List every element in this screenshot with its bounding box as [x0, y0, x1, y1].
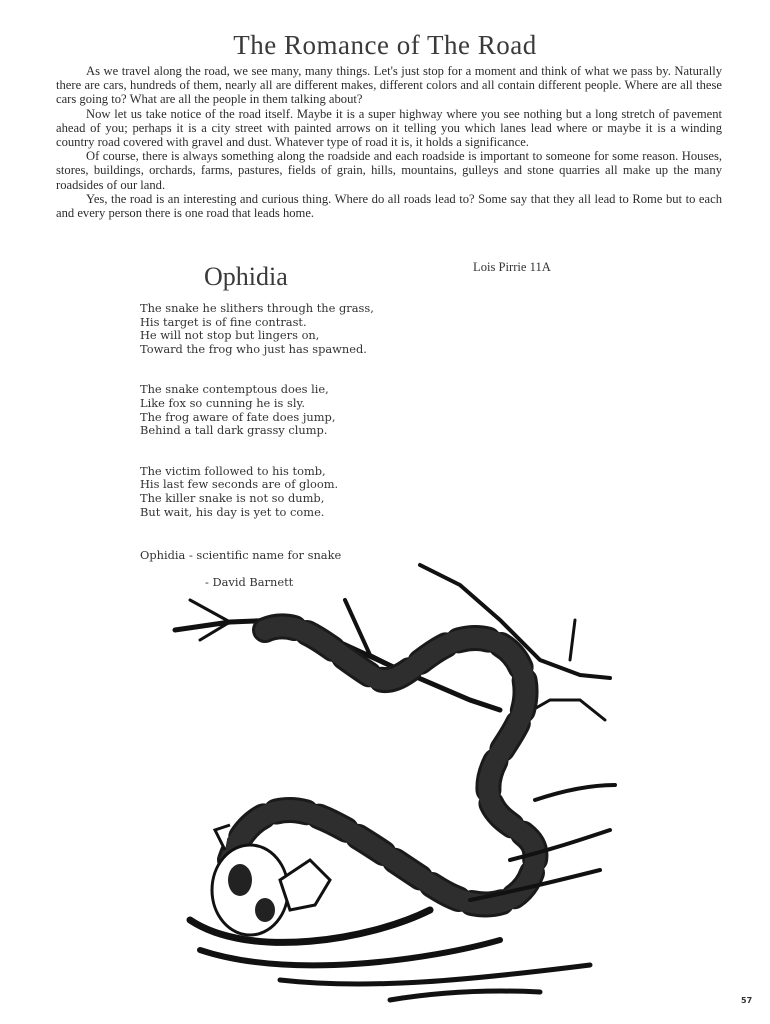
poem-stanza	[140, 302, 374, 356]
essay-author: Lois Pirrie 11A	[473, 260, 551, 274]
essay-paragraph: Of course, there is always something along the roadside and each roadside is important to someone for some reason. Houses, stores, buildings, orchards, farms, pastures, fields of grain, hills, mountains, gulleys and stone quarries all make up the many roadsides of our land.	[56, 149, 722, 192]
poem-line: Behind a tall dark grassy clump.	[140, 423, 328, 438]
snake-frog-illustration-icon	[170, 560, 630, 1010]
poem-stanza	[140, 465, 374, 519]
essay-paragraph: As we travel along the road, we see many, many things. Let's just stop for a moment and think of what we pass by. Naturally there are cars, hundreds of them, nearly all are different makes, different colors and all contain different people. Where are all these cars going to? What are all the people in them talking about?	[56, 64, 722, 107]
poem-line: His last few seconds are of gloom.	[140, 477, 339, 492]
essay-title: The Romance of The Road	[233, 30, 537, 60]
poem-line: Toward the frog who just has spawned.	[140, 341, 367, 356]
poem-body	[140, 302, 374, 546]
poem-footnote: Ophidia - scientific name for snake	[140, 548, 342, 562]
poem-author: - David Barnett	[205, 575, 294, 589]
essay-paragraph: Now let us take notice of the road itself. Maybe it is a super highway where you see nothing but a long stretch of pavement ahead of you; perhaps it is a city street with painted arrows on it telling you which lanes lead where or maybe it is a winding country road covered with gravel and dust. Whatever type of road it is, it holds a significance.	[56, 106, 722, 150]
poem-line: The snake he slithers through the grass,	[140, 301, 374, 315]
poem-stanza	[140, 383, 374, 437]
poem-line: He will not stop but lingers on,	[140, 328, 320, 343]
poem-line: The killer snake is not so dumb,	[140, 490, 325, 505]
poem-line: The frog aware of fate does jump,	[140, 409, 336, 424]
poem-line: Like fox so cunning he is sly.	[140, 395, 306, 410]
poem-title: Ophidia	[204, 262, 288, 291]
poem-line: His target is of fine contrast.	[140, 314, 307, 329]
essay-body	[56, 64, 722, 220]
poem-line: But wait, his day is yet to come.	[140, 504, 325, 519]
poem-line: The snake contemptous does lie,	[140, 382, 329, 397]
essay-paragraph: Yes, the road is an interesting and curious thing. Where do all roads lead to? Some say that they all lead to Rome but to each and every person there is one road that leads home.	[56, 191, 722, 221]
poem-line: The victim followed to his tomb,	[140, 463, 326, 478]
page-number: 57	[741, 996, 753, 1005]
